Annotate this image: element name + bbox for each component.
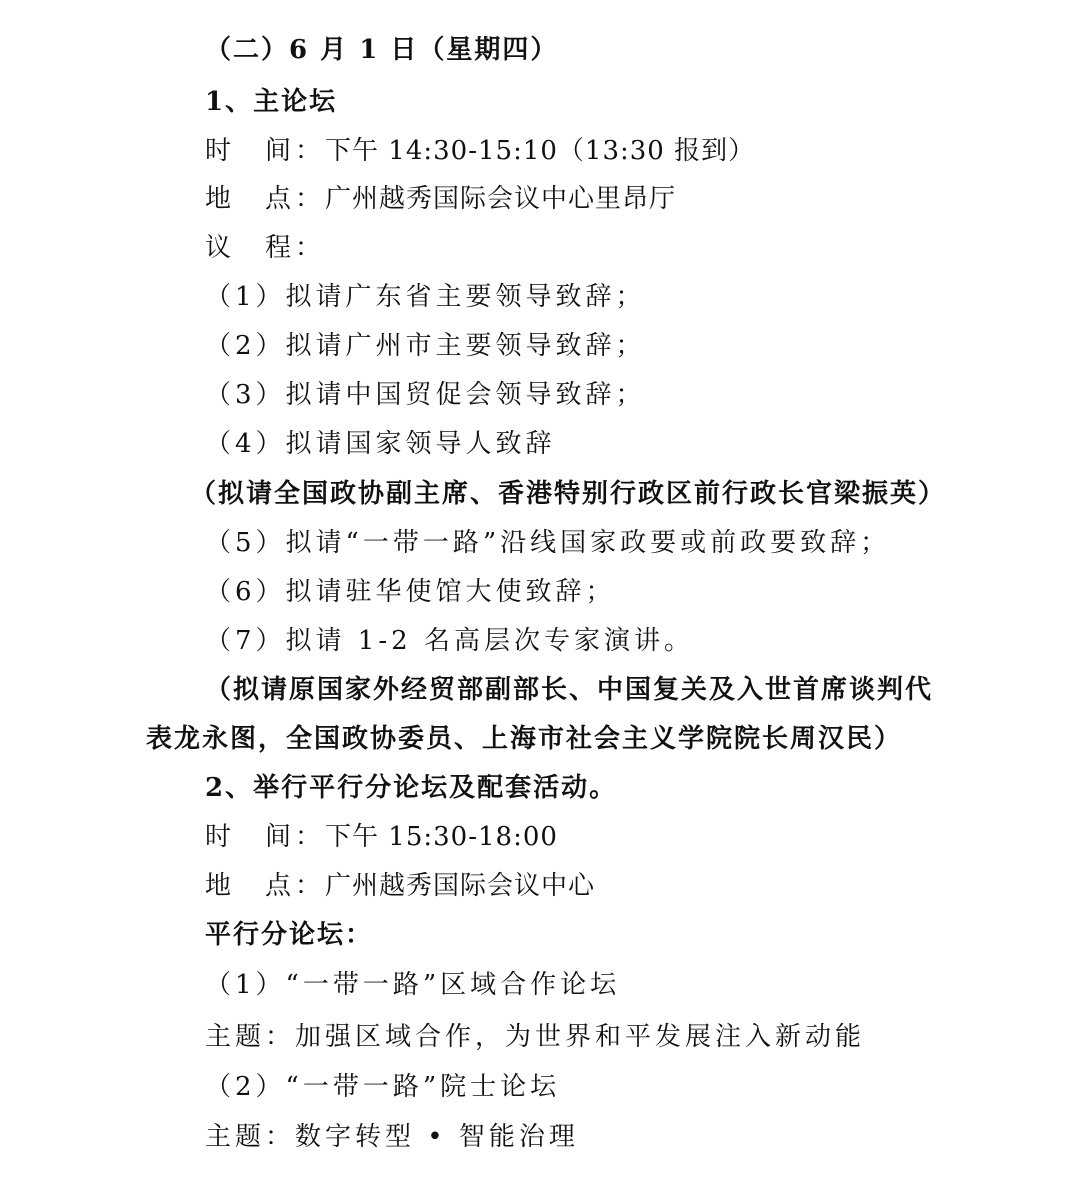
agenda-item: （1）拟请广东省主要领导致辞； [205, 282, 646, 312]
forums-label: 平行分论坛： [205, 920, 374, 950]
agenda-note-1: （拟请全国政协副主席、香港特别行政区前行政长官梁振英） [190, 479, 947, 509]
item2-time-row [205, 820, 558, 854]
agenda-note-2-line2: 表龙永图，全国政协委员、上海市社会主义学院院长周汉民） [146, 724, 903, 754]
item2-place-row [205, 869, 595, 903]
forum2-title: （2）“一带一路”院士论坛 [205, 1072, 561, 1102]
item1-title: 1、主论坛 [205, 87, 338, 117]
agenda-note-2-line1: （拟请原国家外经贸部副部长、中国复关及入世首席谈判代 [205, 675, 934, 705]
agenda-item: （5）拟请“一带一路”沿线国家政要或前政要致辞； [205, 528, 891, 558]
forum1-title: （1）“一带一路”区域合作论坛 [205, 970, 621, 1000]
item2-time-label: 时 间： [205, 822, 326, 852]
item1-place-label: 地 点： [205, 184, 326, 214]
agenda-item: （3）拟请中国贸促会领导致辞； [205, 380, 646, 410]
item1-place-value: 广州越秀国际会议中心里昂厅 [325, 184, 677, 214]
item1-time-label: 时 间： [205, 136, 326, 166]
item2-title: 2、举行平行分论坛及配套活动。 [205, 773, 618, 803]
agenda-item: （2）拟请广州市主要领导致辞； [205, 331, 646, 361]
agenda-item: （4）拟请国家领导人致辞 [205, 429, 556, 459]
forum1-theme: 主题：加强区域合作，为世界和平发展注入新动能 [205, 1022, 866, 1052]
item1-place-row [205, 182, 676, 216]
item2-place-label: 地 点： [205, 871, 326, 901]
section-header: （二）6 月 1 日（星期四） [205, 35, 559, 65]
item1-agenda-label: 议 程： [205, 233, 326, 263]
agenda-item: （7）拟请 1-2 名高层次专家演讲。 [205, 626, 694, 656]
item1-time-value: 下午 14:30-15:10（13:30 报到） [325, 136, 756, 166]
item1-time-row [205, 134, 755, 168]
forum2-theme: 主题：数字转型 • 智能治理 [205, 1122, 579, 1152]
item2-place-value: 广州越秀国际会议中心 [325, 871, 596, 901]
agenda-item: （6）拟请驻华使馆大使致辞； [205, 577, 616, 607]
item2-time-value: 下午 15:30-18:00 [325, 822, 558, 852]
